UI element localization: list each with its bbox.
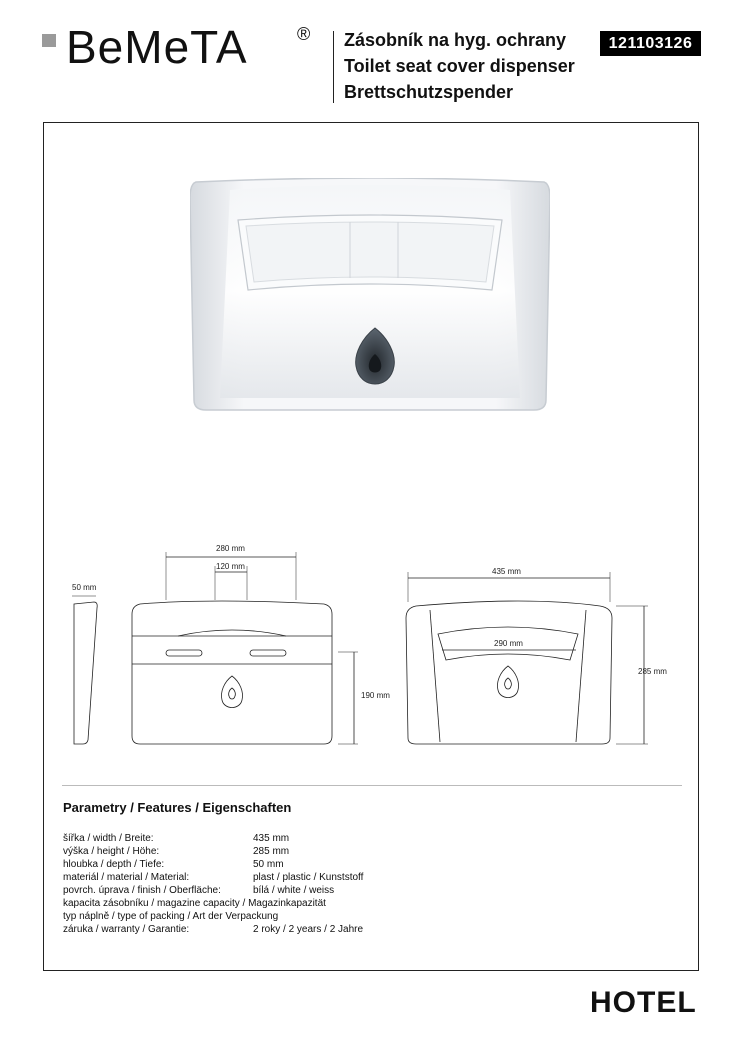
technical-drawings — [48, 540, 688, 765]
spec-label: povrch. úprava / finish / Oberfläche: — [63, 885, 221, 896]
spec-label: materiál / material / Material: — [63, 872, 190, 883]
title-en: Toilet seat cover dispenser — [344, 56, 575, 76]
dim-total-height: 285 mm — [638, 667, 667, 676]
spec-value: 2 roky / 2 years / 2 Jahre — [253, 924, 364, 935]
spec-label: šířka / width / Breite: — [63, 833, 154, 844]
spec-value: 50 mm — [253, 859, 284, 870]
dim-front-height: 190 mm — [361, 691, 390, 700]
dim-total-width: 435 mm — [492, 567, 521, 576]
title-de: Brettschutzspender — [344, 82, 514, 102]
spec-value: plast / plastic / Kunststoff — [253, 872, 364, 883]
registered-mark: ® — [297, 24, 311, 44]
spec-label: kapacita zásobníku / magazine capacity / Magazinkapazität — [63, 898, 326, 909]
spec-label: typ náplně / type of packing / Art der Verpackung — [63, 911, 279, 922]
dim-top-width: 280 mm — [216, 544, 245, 553]
product-photo — [190, 178, 550, 411]
dim-slot-width: 120 mm — [216, 562, 245, 571]
title-cz: Zásobník na hyg. ochrany — [344, 30, 567, 50]
spec-value: 285 mm — [253, 846, 290, 857]
brand-logo: BeMeTA — [66, 21, 248, 73]
title-separator — [333, 31, 334, 103]
spec-value: bílá / white / weiss — [253, 885, 335, 896]
category-label: HOTEL — [590, 986, 697, 1019]
spec-label: hloubka / depth / Tiefe: — [63, 859, 165, 870]
spec-value: 435 mm — [253, 833, 290, 844]
spec-label: výška / height / Höhe: — [63, 846, 160, 857]
section-divider — [62, 785, 682, 786]
dim-window-width: 290 mm — [494, 639, 523, 648]
dim-depth: 50 mm — [72, 583, 97, 592]
spec-label: záruka / warranty / Garantie: — [63, 924, 190, 935]
features-heading: Parametry / Features / Eigenschaften — [63, 800, 292, 815]
product-code-badge: 121103126 — [600, 31, 701, 56]
logo-square — [42, 34, 56, 47]
